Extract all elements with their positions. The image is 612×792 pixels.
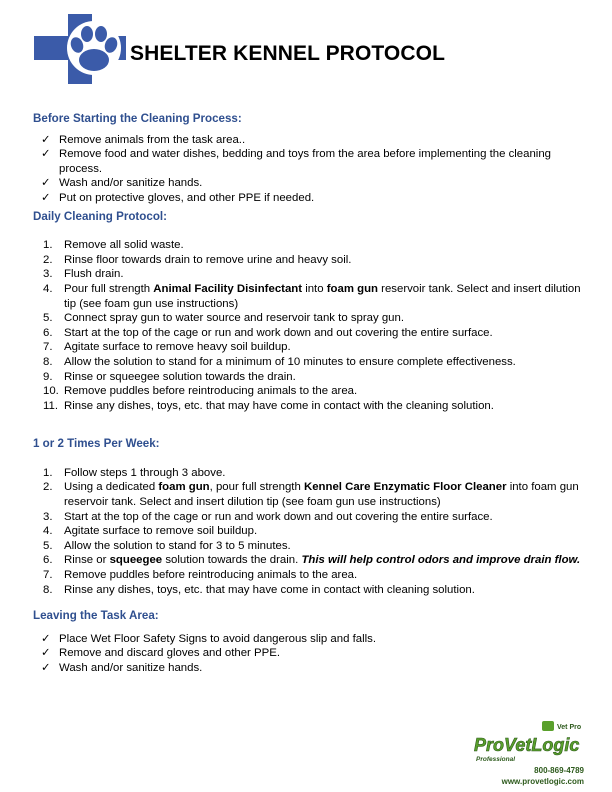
item-number: 8. xyxy=(43,355,53,368)
item-text: Start at the top of the cage or run and work down and out covering the entire surface. xyxy=(64,326,493,339)
item-number: 4. xyxy=(43,525,53,538)
item-text: Rinse any dishes, toys, etc. that may have come in contact with cleaning solution. xyxy=(64,583,475,596)
checkmark-icon: ✓ xyxy=(41,632,51,645)
item-text: Using a dedicated xyxy=(64,481,159,494)
list-item xyxy=(33,568,593,583)
item-number: 9. xyxy=(43,370,53,383)
item-text: Rinse or xyxy=(64,554,110,567)
list-item xyxy=(33,340,593,355)
section-leaving xyxy=(33,609,593,675)
item-number: 8. xyxy=(43,583,53,596)
item-text: solution towards the drain. xyxy=(162,554,302,567)
item-text: , pour full strength xyxy=(209,481,304,494)
item-number: 11. xyxy=(43,399,58,412)
list-item xyxy=(33,253,593,268)
item-text: Rinse or squeegee solution towards the drain. xyxy=(64,370,296,383)
item-text: Allow the solution to stand for a minimum of 10 minutes to ensure complete effectiveness. xyxy=(64,355,516,368)
item-number: 10. xyxy=(43,385,59,398)
item-text: Follow steps 1 through 3 above. xyxy=(64,466,226,479)
item-text: This will help control odors and improve drain flow. xyxy=(301,554,581,567)
item-text: foam gun xyxy=(158,481,210,494)
checkmark-icon: ✓ xyxy=(41,662,51,674)
item-number: 5. xyxy=(43,539,53,552)
item-text: Pour full strength xyxy=(64,282,154,295)
list-item xyxy=(33,539,593,554)
provetlogic-logo xyxy=(470,718,600,766)
item-number: 4. xyxy=(43,282,53,295)
footer-phone: 800-869-4789 xyxy=(534,766,584,775)
item-number: 7. xyxy=(43,341,53,354)
list-item: ✓ Put on protective gloves, and other PPE if needed. xyxy=(41,191,315,204)
page-title: SHELTER KENNEL PROTOCOL xyxy=(130,42,445,65)
item-number: 3. xyxy=(43,268,53,281)
item-number: 2. xyxy=(43,253,53,266)
item-text: Connect spray gun to water source and reservoir tank to spray gun. xyxy=(64,312,405,325)
item-text: Allow the solution to stand for 3 to 5 minutes. xyxy=(64,539,291,552)
item-number: 7. xyxy=(43,569,53,582)
item-number: 6. xyxy=(43,554,53,567)
section-title-weekly: 1 or 2 Times Per Week: xyxy=(33,437,160,451)
list-item: ✓ Place Wet Floor Safety Signs to avoid dangerous slip and falls. xyxy=(41,632,377,645)
section-weekly xyxy=(33,437,593,597)
item-text: Kennel Care Enzymatic Floor Cleaner xyxy=(303,481,507,494)
logo-top-text: Vet Pro xyxy=(557,724,582,731)
list-item xyxy=(33,267,593,282)
logo-name: ProVetLogic xyxy=(474,735,580,755)
list-item xyxy=(33,583,593,598)
item-number: 1. xyxy=(43,466,53,479)
item-number: 2. xyxy=(43,481,53,494)
list-item: ✓ Wash and/or sanitize hands. xyxy=(41,662,203,674)
item-text: squeegee xyxy=(109,554,163,567)
item-text: Agitate surface to remove soil buildup. xyxy=(64,525,258,538)
list-item: ✓ Remove food and water dishes, bedding and toys from the area before implementing the cleaning process. xyxy=(41,148,551,175)
list-item: ✓ Remove and discard gloves and other PPE. xyxy=(41,647,280,660)
list-item xyxy=(33,370,593,385)
section-title-leaving: Leaving the Task Area: xyxy=(33,609,159,623)
section-before xyxy=(33,112,593,206)
item-text: into xyxy=(302,282,327,295)
item-number: 1. xyxy=(43,239,53,252)
paw-cross-logo-icon xyxy=(34,14,126,84)
protocol-content xyxy=(33,112,593,676)
list-item xyxy=(33,399,593,414)
item-text: Agitate surface to remove heavy soil buildup. xyxy=(64,341,291,354)
section-title-daily: Daily Cleaning Protocol: xyxy=(33,209,167,223)
item-text: Start at the top of the cage or run and work down and out covering the entire surface. xyxy=(64,510,493,523)
list-item xyxy=(33,355,593,370)
list-item xyxy=(33,238,593,253)
item-number: 3. xyxy=(43,510,53,523)
document-header xyxy=(34,14,594,84)
checkmark-icon: ✓ xyxy=(41,177,51,190)
logo-subtext: Professional xyxy=(476,756,516,763)
list-item xyxy=(33,311,593,326)
checkmark-icon: ✓ xyxy=(41,647,51,660)
item-number: 6. xyxy=(43,326,53,339)
item-number: 5. xyxy=(43,312,53,325)
item-text: Rinse any dishes, toys, etc. that may have come in contact with the cleaning solution. xyxy=(64,399,494,412)
item-text: Flush drain. xyxy=(64,268,124,281)
item-text: Remove puddles before reintroducing animals to the area. xyxy=(64,385,358,398)
checklist-before xyxy=(33,133,593,206)
checkmark-icon: ✓ xyxy=(41,191,51,204)
checkmark-icon: ✓ xyxy=(41,133,51,146)
list-item xyxy=(33,510,593,525)
list-item: ✓ Wash and/or sanitize hands. xyxy=(41,177,203,190)
section-title-before: Before Starting the Cleaning Process: xyxy=(33,112,242,125)
item-text: Remove puddles before reintroducing animals to the area. xyxy=(64,569,358,582)
item-text: reservoir tank. Select and insert dilution tip (see foam gun use instructions) xyxy=(64,282,581,310)
checklist-leaving xyxy=(33,632,593,676)
list-item xyxy=(33,384,593,399)
item-text: Animal Facility Disinfectant xyxy=(153,282,303,295)
footer-website[interactable]: www.provetlogic.com xyxy=(501,777,584,786)
item-text: into foam gun reservoir tank. Select and insert dilution tip (see foam gun use instructions) xyxy=(64,481,579,509)
list-item xyxy=(33,326,593,341)
list-item xyxy=(33,282,593,311)
numbered-list-weekly xyxy=(33,466,593,597)
list-item xyxy=(33,524,593,539)
list-item xyxy=(33,553,593,568)
item-text: Remove all solid waste. xyxy=(64,239,184,252)
numbered-list-daily xyxy=(33,238,593,413)
list-item xyxy=(33,466,593,481)
section-daily xyxy=(33,210,593,414)
list-item: ✓ Remove animals from the task area.. xyxy=(41,133,246,146)
item-text: foam gun xyxy=(326,282,378,295)
checkmark-icon: ✓ xyxy=(41,148,51,161)
list-item xyxy=(33,480,593,509)
item-text: Rinse floor towards drain to remove urine and heavy soil. xyxy=(64,253,352,266)
